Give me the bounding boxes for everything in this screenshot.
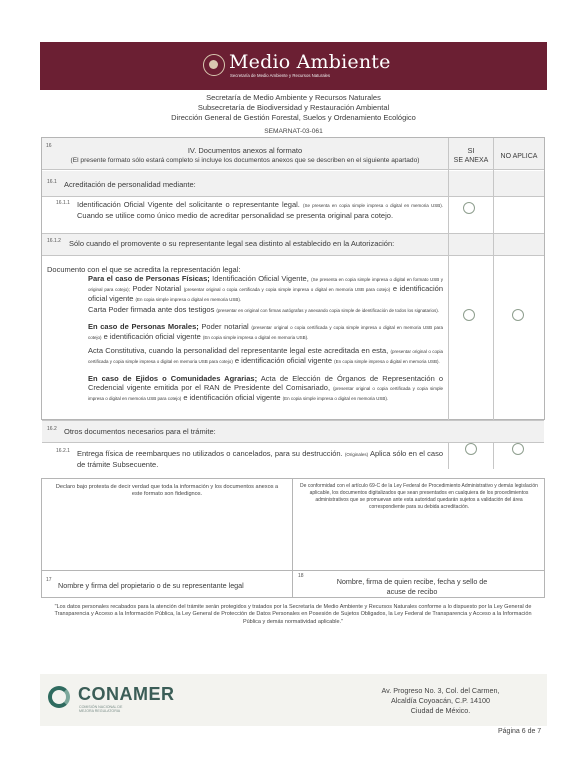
col-si: SI [467, 146, 475, 155]
row-number: 16.2 [47, 426, 57, 432]
org-line-2: Subsecretaría de Biodiversidad y Restauración Ambiental [197, 103, 390, 112]
signature-label-17: Nombre y firma del propietario o de su representante legal [58, 581, 244, 590]
section-note: (El presente formato sólo estará completo si incluye los documentos anexos que se describen en el siguiente apartado) [70, 157, 420, 164]
row-162-text: Otros documentos necesarios para el trámite: [64, 427, 216, 436]
section-number: 16 [46, 143, 52, 149]
si-anexa-radio-1612[interactable] [463, 309, 475, 321]
row-number: 16.2.1 [56, 448, 70, 454]
privacy-notice: "Los datos personales recabados para la atención del trámite serán protegidos y tratados por la Secretaría de Medio Ambiente y Recursos Naturales conforme a lo dispuesto por la Ley General de Transparencia y Acceso a la Información Pública, la Ley General de Protección de Datos Personales en Posesión de Sujetos Obligados, la Ley Federal de Transparencia y Acceso a la Información Pública y demás normatividad aplicable." [54, 604, 532, 625]
no-aplica-radio-1612[interactable] [512, 309, 524, 321]
brand-subtitle: Secretaría de Medio Ambiente y Recursos Naturales [230, 73, 331, 78]
form-code: SEMARNAT-03-061 [264, 128, 323, 135]
org-line-1: Secretaría de Medio Ambiente y Recursos Naturales [206, 93, 381, 102]
carta-poder-text: Carta Poder firmada ante dos testigos (presentar en original con firmas autógrafas y anexando copia simple de identificación de todos los signatarios). [88, 305, 440, 314]
row-1621-text: Entrega física de reembarques no utilizados o cancelados, para su destrucción. (Originales) Aplica sólo en el caso de trámite Subsecuente. [77, 449, 444, 469]
footer-address: Av. Progreso No. 3, Col. del Carmen, Alcaldía Coyoacán, C.P. 14100 Ciudad de México. [381, 686, 500, 715]
section-title: IV. Documentos anexos al formato [187, 146, 303, 155]
government-emblem-icon [203, 54, 225, 76]
legal-notice-text: De conformidad con el artículo 69-C de la Ley Federal de Procedimiento Administrativo y demás legislación aplicable, los documentos digitalizados que sean presentados en cualquiera de los procedimientos administrativos que se promuevan ante esta autoridad quedarán sujetos a validación del área correspondiente para su debida acreditación. [300, 483, 538, 510]
row-number: 16.1 [47, 179, 57, 185]
footer-brand: CONAMER [78, 684, 175, 704]
declaration-text: Declaro bajo protesta de decir verdad que toda la información y los documentos anexos a este formato son fidedignos. [55, 484, 279, 498]
org-line-3: Dirección General de Gestión Forestal, Suelos y Ordenamiento Ecológico [171, 113, 416, 122]
brand-title: Medio Ambiente [229, 51, 391, 73]
page-number: Página 6 de 7 [498, 728, 542, 735]
row-number: 16.1.2 [47, 238, 61, 244]
si-anexa-radio-1611[interactable] [463, 202, 475, 214]
field-number: 17 [46, 577, 52, 583]
si-anexa-radio-1621[interactable] [465, 443, 477, 455]
signature-label-18: Nombre, firma de quien recibe, fecha y sello de acuse de recibo [336, 577, 488, 596]
acta-constitutiva-text: Acta Constitutiva, cuando la personalidad del representante legal este acreditada en esta, (presentar original o copia certificada y copia simple impresa o digital en memoria USB para cotejo) e identificación oficial vigente (En copia simple impresa o digital en memoria USB). [88, 346, 443, 365]
field-number: 18 [298, 573, 304, 579]
col-se-anexa: SE ANEXA [453, 157, 489, 164]
footer-brand-sub: COMISIÓN NACIONAL DE MEJORA REGULATORIA [79, 705, 123, 714]
row-1612-text: Sólo cuando el promovente o su representante legal sea distinto al establecido en la Autorización: [69, 239, 395, 248]
doc-title: Documento con el que se acredita la representación legal: [47, 265, 241, 274]
personas-morales-text: En caso de Personas Morales; Poder notarial (presentar original o copia certificada y copia simple impresa o digital en memoria USB para cotejo) e identificación oficial vigente (En copia simple impresa o digital en memoria USB). [88, 322, 443, 341]
row-161-text: Acreditación de personalidad mediante: [64, 180, 196, 189]
row-number: 16.1.1 [56, 200, 70, 206]
no-aplica-radio-1621[interactable] [512, 443, 524, 455]
row-1611-text: Identificación Oficial Vigente del solicitante o representante legal. (Se presenta en copia simple impresa o digital en memoria USB). Cuando se utilice como único medio de acreditar personalidad se presenta original para cotejo. [77, 200, 444, 220]
personas-fisicas-text: Para el caso de Personas Físicas; Identificación Oficial Vigente, (Se presenta en copia simple impresa o digital en formato USB y original para cotejo); Poder Notarial (presentar original o copia certificada y copia simple impresa o digital en memoria USB para cotejo) e identificación oficial vigente (En copia simple impresa o digital en memoria USB). [88, 274, 443, 303]
col-no-aplica: NO APLICA [500, 153, 538, 160]
conamer-logo-icon [48, 686, 70, 708]
ejidos-text: En caso de Ejidos o Comunidades Agrarias; Acta de Elección de Órganos de Representación o Credencial vigente emitida por el RAN de Presidente del Comisariado, (presentar original o copia certificada y copia simple impresa o digital en memoria USB para cotejo) e identificación oficial vigente (En copia simple impresa o digital en memoria USB). [88, 374, 443, 402]
